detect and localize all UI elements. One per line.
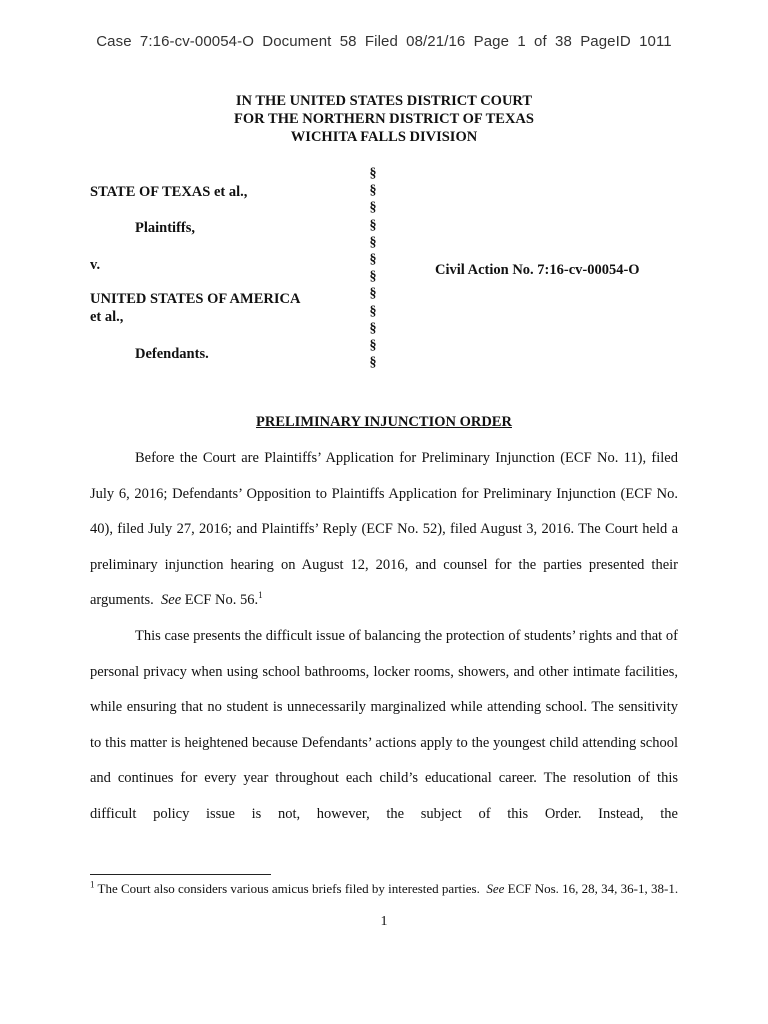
footnote-see-signal: See (486, 881, 505, 896)
section-symbol: § (369, 303, 377, 319)
paragraph-2-text: This case presents the difficult issue of balancing the protection of students’ rights and that of personal privacy when using school bathrooms, locker rooms, showers, and other intimate facilities, while ensuring that no student is unnecessarily marginalized while attending school. The sensitivity to this matter is heightened because Defendants’ actions apply to the youngest child attending school and continues for every year throughout each child’s educational career. The resolution of this difficult policy issue is not, however, the subject of this Order. Instead, the (90, 628, 678, 822)
section-symbol: § (369, 286, 377, 302)
footnote-ref: 1 (258, 590, 263, 601)
section-symbol: § (369, 320, 377, 336)
court-line-2: FOR THE NORTHERN DISTRICT OF TEXAS (234, 111, 534, 127)
court-line-3: WICHITA FALLS DIVISION (290, 129, 478, 145)
paragraph-2 (90, 619, 678, 833)
footnote-divider (90, 874, 271, 875)
footnote-citation: ECF Nos. 16, 28, 34, 36-1, 38-1. (507, 881, 679, 896)
defendant-role: Defendants. (135, 346, 209, 362)
citation: ECF No. 56. (184, 592, 259, 609)
section-symbol: § (369, 217, 377, 233)
defendant-name-line-1: UNITED STATES OF AMERICA (90, 291, 301, 307)
section-symbol: § (369, 269, 377, 285)
order-title: PRELIMINARY INJUNCTION ORDER (256, 414, 512, 430)
see-signal: See (161, 592, 182, 609)
court-heading (0, 92, 768, 146)
page-id: PageID 1011 (580, 33, 672, 50)
versus: v. (90, 257, 101, 273)
plaintiff-role: Plaintiffs, (135, 220, 196, 236)
filed-date: Filed 08/21/16 (364, 33, 466, 50)
defendant-name-line-2: et al., (90, 309, 124, 325)
footnote-marker: 1 (90, 879, 95, 890)
page-count: Page 1 of 38 (473, 33, 572, 50)
section-symbol: § (369, 252, 377, 268)
section-symbol: § (369, 166, 377, 181)
document-number: Document 58 (262, 33, 357, 50)
section-symbol: § (369, 183, 377, 199)
section-symbol: § (369, 234, 377, 250)
section-symbol: § (369, 338, 377, 354)
footnote (90, 881, 680, 897)
page-number: 1 (380, 914, 388, 929)
footnote-text: The Court also considers various amicus briefs filed by interested parties. (97, 881, 480, 896)
case-number: Case 7:16-cv-00054-O (96, 33, 254, 50)
filing-header (0, 33, 768, 50)
plaintiff-name: STATE OF TEXAS et al., (90, 184, 248, 200)
court-line-1: IN THE UNITED STATES DISTRICT COURT (235, 93, 533, 109)
section-symbol: § (369, 355, 377, 371)
paragraph-1 (90, 441, 678, 619)
civil-action-number: Civil Action No. 7:16-cv-00054-O (435, 262, 640, 278)
section-symbol: § (369, 200, 377, 216)
section-symbol-column (366, 165, 380, 371)
paragraph-1-text: Before the Court are Plaintiffs’ Application for Preliminary Injunction (ECF No. 11), filed July 6, 2016; Defendants’ Opposition to Plaintiffs Application for Preliminary Injunction (ECF No. 40), filed July 27, 2016; and Plaintiffs’ Reply (ECF No. 52), filed August 3, 2016. The Court held a preliminary injunction hearing on August 12, 2016, and counsel for the parties presented their arguments. (90, 450, 678, 609)
